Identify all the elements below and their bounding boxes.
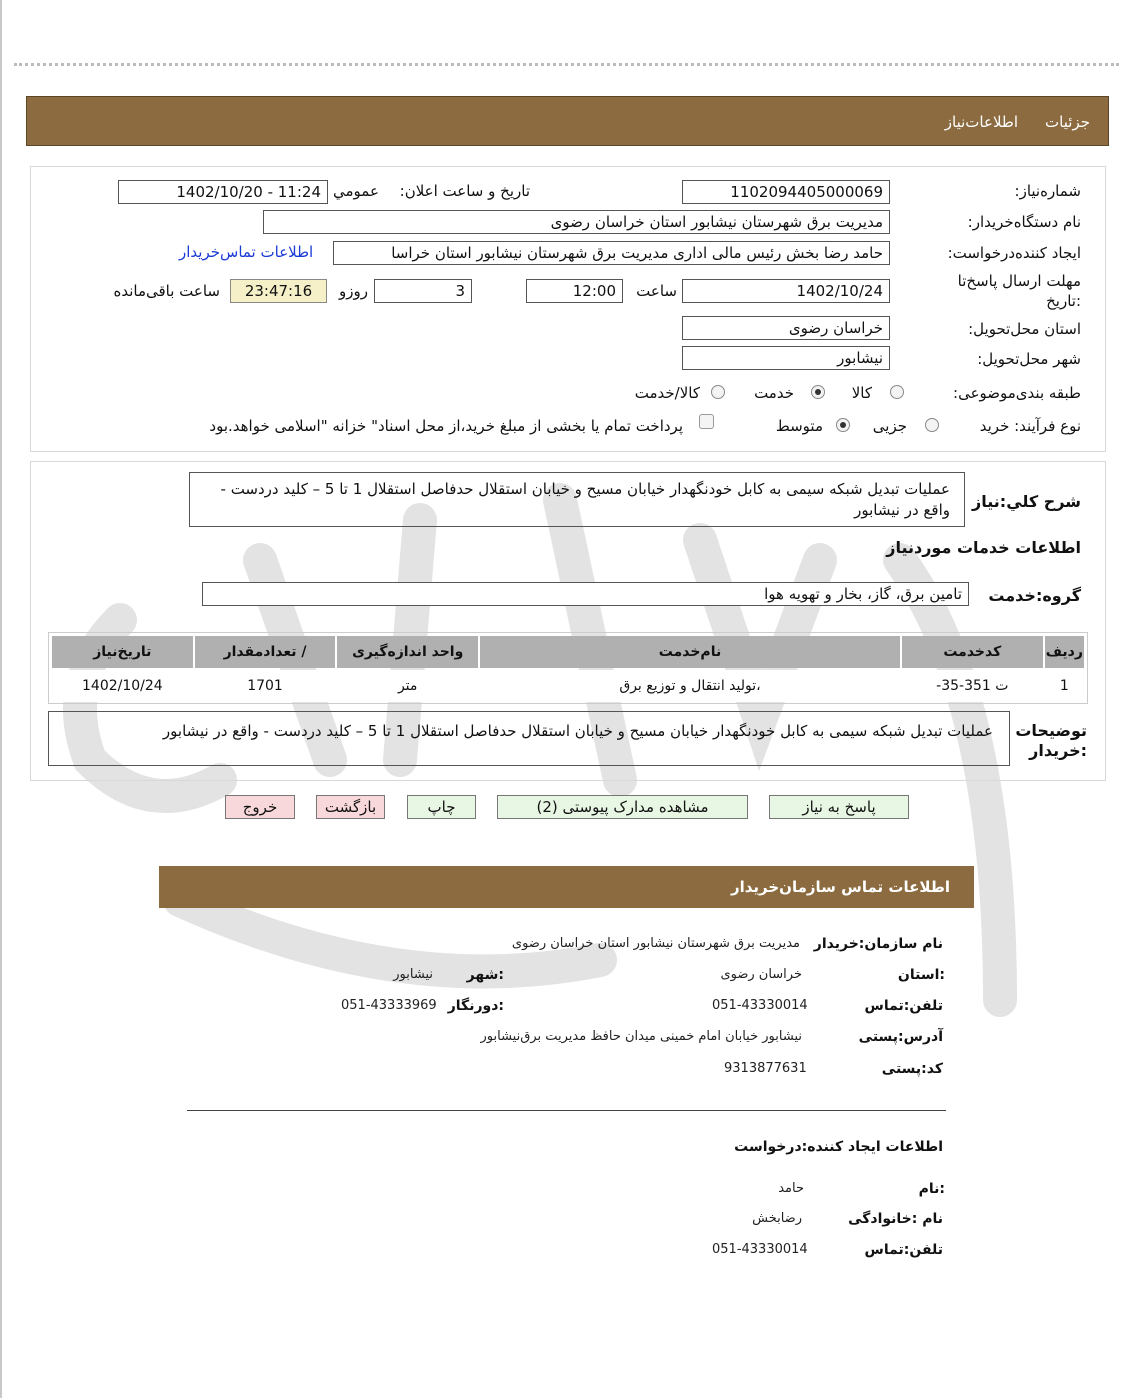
days-field: 3 (374, 279, 472, 303)
announce-datetime-field: 1402/10/20 - 11:24 (118, 180, 328, 204)
announce-label: تاریخ و ساعت اعلان: (399, 182, 530, 200)
col-qty-header: / تعدادمقدار (195, 636, 336, 668)
contact-address-value: نیشابور خیابان امام خمینی میدان حافظ مدیریت برق‌نیشابور (480, 1029, 802, 1044)
table-row (52, 670, 1084, 702)
exit-button[interactable]: خروج (225, 795, 295, 819)
col-date-header: تاریخ‌نیاز (52, 636, 193, 668)
col-row-header: ردیف (1045, 636, 1084, 668)
category-goods-label: کالا (851, 384, 872, 402)
process-medium-radio[interactable] (836, 418, 850, 432)
summary-text: عملیات تبدیل شبکه سیمی به کابل خودنگهدار خیابان مسیح و خیابان استقلال حدفاصل استقلال 1 تا 5 – کلید دردست - واقع در نیشابور (189, 472, 965, 527)
remaining-time-field: 23:47:16 (230, 279, 327, 303)
print-button[interactable]: چاپ (407, 795, 476, 819)
services-title: اطلاعات خدمات موردنیاز (886, 538, 1081, 557)
remaining-label: ساعت باقی‌مانده (113, 282, 220, 300)
service-group-label: گروه:خدمت (988, 586, 1081, 605)
city-field: نیشابور (682, 346, 890, 370)
contact-fax-label: :دورنگار (447, 998, 504, 1014)
province-label: استان محل‌تحویل: (968, 320, 1081, 338)
service-group-field: تامین برق، گاز، بخار و تهویه هوا (202, 582, 969, 606)
col-code-header: کدخدمت (902, 636, 1043, 668)
window-left-edge (0, 0, 2, 1398)
contact-fax-value: 051-43333969 (341, 998, 437, 1013)
category-goods-service-label: کالا/خدمت (634, 384, 700, 402)
buyer-label: نام دستگاه‌خریدار: (967, 213, 1081, 231)
contact-org-value: مدیریت برق شهرستان نیشابور استان خراسان رضوی (511, 936, 800, 951)
cell-date: 1402/10/24 (52, 670, 193, 702)
announce-type: عمومي (333, 182, 379, 200)
cell-qty: 1701 (195, 670, 336, 702)
buyer-field: مدیریت برق شهرستان نیشابور استان خراسان رضوی (263, 210, 890, 234)
creator-field: حامد رضا بخش رئیس مالی اداری مدیریت برق شهرستان نیشابور استان خراسا (333, 241, 890, 265)
contact-address-label: آدرس:پستی (858, 1029, 943, 1045)
treasury-payment-note: پرداخت تمام یا بخشی از مبلغ خرید،از محل اسناد" خزانه "اسلامی خواهد.بود (209, 417, 683, 435)
cell-unit: متر (337, 670, 478, 702)
tab-details[interactable]: جزئیات (1045, 113, 1090, 131)
category-label: طبقه بندی‌موضوعی: (953, 384, 1081, 402)
province-field: خراسان رضوی (682, 316, 890, 340)
requester-name-label: :نام (918, 1181, 945, 1197)
requester-family-label: نام :خانوادگی (848, 1211, 943, 1227)
cell-name: ،تولید انتقال و توزیع برق (480, 670, 900, 702)
summary-label: شرح کلي:نیاز (972, 492, 1081, 511)
city-label: شهر محل‌تحویل: (977, 350, 1081, 368)
deadline-label-2: :تاریخ (1046, 292, 1081, 310)
contact-phone-value: 051-43330014 (712, 998, 808, 1013)
category-goods-service-radio[interactable] (711, 385, 725, 399)
time-label: ساعت (636, 282, 677, 300)
cell-code: ت 351-35- (902, 670, 1043, 702)
process-label: نوع فرآیند: خرید (979, 417, 1081, 435)
buyer-notes-label: توضیحات (1015, 721, 1087, 740)
requester-title: اطلاعات ایجاد کننده:درخواست (734, 1139, 943, 1155)
days-label: روزو (339, 282, 368, 300)
services-table (50, 634, 1086, 704)
requester-name-value: حامد (778, 1181, 804, 1196)
need-info-panel (30, 166, 1106, 452)
section-divider (187, 1110, 946, 1111)
contact-city-value: نیشابور (393, 967, 433, 982)
reply-button[interactable]: پاسخ به نیاز (769, 795, 909, 819)
category-goods-radio[interactable] (890, 385, 904, 399)
process-minor-radio[interactable] (925, 418, 939, 432)
buyer-notes-label-2: :خریدار (1029, 741, 1087, 760)
requester-phone-label: تلفن:تماس (864, 1242, 943, 1258)
requester-phone-value: 051-43330014 (712, 1242, 808, 1257)
contact-phone-label: تلفن:تماس (864, 998, 943, 1014)
contact-postal-label: کد:پستی (881, 1061, 943, 1077)
top-divider (14, 63, 1119, 66)
cell-row: 1 (1045, 670, 1084, 702)
contact-province-value: خراسان رضوی (720, 967, 802, 982)
contact-postal-value: 9313877631 (724, 1061, 807, 1076)
attachments-button[interactable]: مشاهده مدارک پیوستی (2) (497, 795, 748, 819)
table-header-row (52, 636, 1084, 668)
col-name-header: نام‌خدمت (480, 636, 900, 668)
page-header (26, 96, 1109, 146)
category-service-radio[interactable] (811, 385, 825, 399)
need-number-field: 1102094405000069 (682, 180, 890, 204)
deadline-label: مهلت ارسال پاسخ‌تا (957, 272, 1081, 290)
requester-family-value: رضابخش (752, 1211, 802, 1226)
deadline-date-field: 1402/10/24 (682, 279, 890, 303)
tab-need-info[interactable]: اطلاعات‌نیاز (944, 113, 1018, 131)
category-service-label: خدمت (754, 384, 794, 402)
process-medium-label: متوسط (775, 417, 823, 435)
need-number-label: شماره‌نیاز: (1014, 182, 1081, 200)
buyer-notes-text: عملیات تبدیل شبکه سیمی به کابل خودنگهدار خیابان مسیح و خیابان استقلال حدفاصل استقلال 1 تا 5 – کلید دردست - واقع در نیشابور (48, 711, 1010, 766)
contact-province-label: :استان (897, 967, 945, 983)
creator-label: ایجاد کننده‌درخواست: (947, 244, 1081, 262)
contact-org-label: نام سازمان:خریدار (813, 936, 943, 952)
back-button[interactable]: بازگشت (316, 795, 385, 819)
deadline-time-field: 12:00 (526, 279, 623, 303)
process-minor-label: جزیی (872, 417, 907, 435)
buyer-contact-link[interactable]: اطلاعات تماس‌خریدار (179, 243, 314, 261)
treasury-payment-checkbox[interactable] (699, 414, 714, 429)
contact-city-label: :شهر (466, 967, 504, 983)
contact-header (159, 866, 974, 908)
col-unit-header: واحد اندازه‌گیری (337, 636, 478, 668)
contact-title: اطلاعات تماس سازمان‌خریدار (730, 878, 950, 896)
